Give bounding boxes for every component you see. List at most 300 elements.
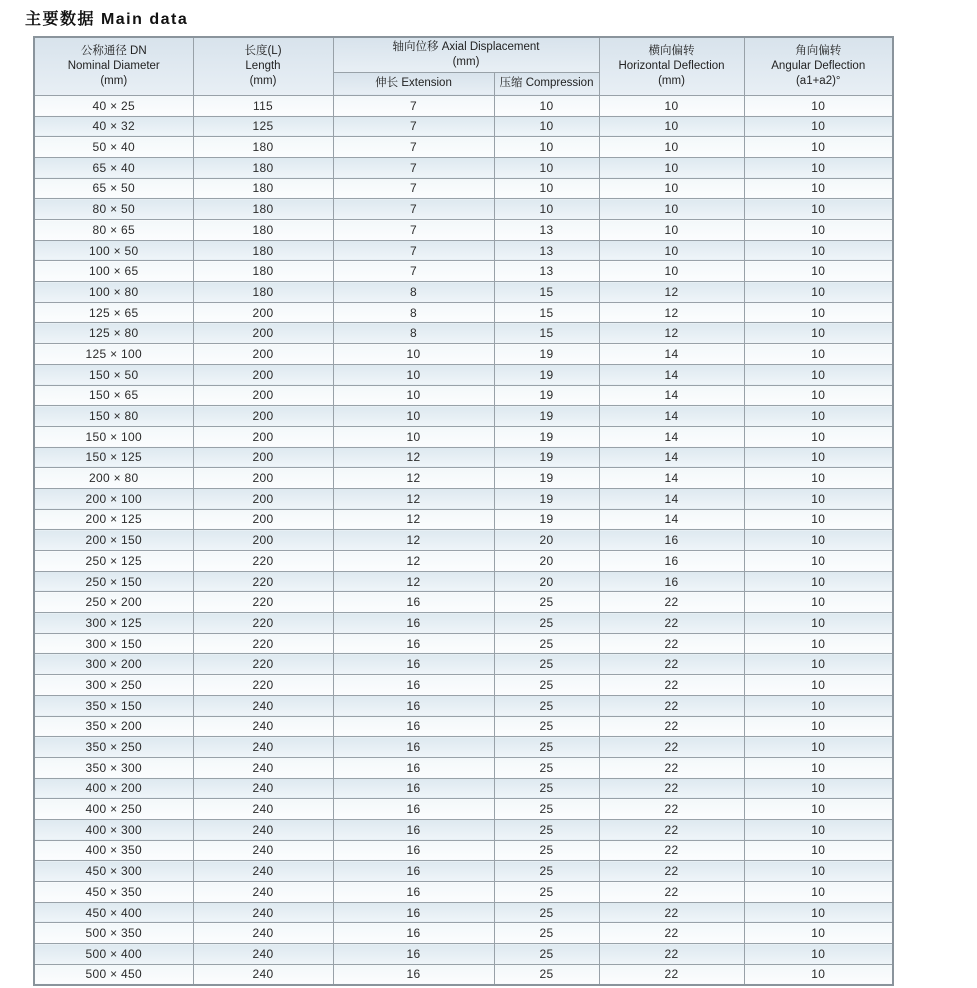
cell-length: 240 xyxy=(193,737,333,758)
cell-compression: 25 xyxy=(494,757,599,778)
cell-length: 240 xyxy=(193,840,333,861)
cell-extension: 16 xyxy=(333,675,494,696)
cell-angular-deflection: 10 xyxy=(744,778,893,799)
table-row xyxy=(34,778,893,799)
cell-angular-deflection: 10 xyxy=(744,654,893,675)
cell-horizontal-deflection: 10 xyxy=(599,137,744,158)
cell-length: 200 xyxy=(193,364,333,385)
header-length: 长度(L) Length (mm) xyxy=(193,37,333,95)
cell-horizontal-deflection: 14 xyxy=(599,447,744,468)
cell-nominal-diameter: 125 × 80 xyxy=(34,323,193,344)
cell-horizontal-deflection: 10 xyxy=(599,199,744,220)
cell-extension: 12 xyxy=(333,530,494,551)
cell-horizontal-deflection: 14 xyxy=(599,385,744,406)
table-row xyxy=(34,116,893,137)
cell-nominal-diameter: 150 × 100 xyxy=(34,426,193,447)
cell-extension: 16 xyxy=(333,944,494,965)
cell-nominal-diameter: 300 × 125 xyxy=(34,613,193,634)
cell-horizontal-deflection: 14 xyxy=(599,344,744,365)
table-row xyxy=(34,488,893,509)
cell-angular-deflection: 10 xyxy=(744,447,893,468)
cell-length: 180 xyxy=(193,220,333,241)
cell-nominal-diameter: 125 × 100 xyxy=(34,344,193,365)
cell-extension: 7 xyxy=(333,157,494,178)
table-row xyxy=(34,923,893,944)
cell-extension: 7 xyxy=(333,240,494,261)
cell-compression: 25 xyxy=(494,799,599,820)
cell-horizontal-deflection: 22 xyxy=(599,633,744,654)
cell-nominal-diameter: 300 × 150 xyxy=(34,633,193,654)
cell-extension: 12 xyxy=(333,571,494,592)
cell-compression: 20 xyxy=(494,530,599,551)
cell-compression: 25 xyxy=(494,592,599,613)
cell-horizontal-deflection: 10 xyxy=(599,220,744,241)
cell-length: 200 xyxy=(193,426,333,447)
cell-horizontal-deflection: 22 xyxy=(599,716,744,737)
table-row xyxy=(34,261,893,282)
cell-horizontal-deflection: 16 xyxy=(599,551,744,572)
table-row xyxy=(34,364,893,385)
cell-nominal-diameter: 350 × 300 xyxy=(34,757,193,778)
cell-extension: 7 xyxy=(333,178,494,199)
cell-length: 240 xyxy=(193,799,333,820)
table-row xyxy=(34,757,893,778)
cell-compression: 20 xyxy=(494,571,599,592)
cell-angular-deflection: 10 xyxy=(744,695,893,716)
cell-nominal-diameter: 80 × 50 xyxy=(34,199,193,220)
table-row xyxy=(34,282,893,303)
cell-nominal-diameter: 150 × 65 xyxy=(34,385,193,406)
table-row xyxy=(34,240,893,261)
table-header xyxy=(34,37,893,95)
cell-nominal-diameter: 450 × 300 xyxy=(34,861,193,882)
header-extension: 伸长 Extension xyxy=(333,72,494,95)
cell-nominal-diameter: 40 × 25 xyxy=(34,95,193,116)
cell-length: 200 xyxy=(193,447,333,468)
cell-compression: 25 xyxy=(494,716,599,737)
cell-extension: 16 xyxy=(333,902,494,923)
cell-angular-deflection: 10 xyxy=(744,675,893,696)
header-axial-displacement: 轴向位移 Axial Displacement (mm) xyxy=(333,37,599,72)
cell-compression: 10 xyxy=(494,116,599,137)
cell-compression: 25 xyxy=(494,675,599,696)
cell-nominal-diameter: 350 × 150 xyxy=(34,695,193,716)
cell-extension: 16 xyxy=(333,799,494,820)
cell-horizontal-deflection: 22 xyxy=(599,654,744,675)
cell-length: 240 xyxy=(193,819,333,840)
cell-nominal-diameter: 150 × 125 xyxy=(34,447,193,468)
cell-nominal-diameter: 250 × 200 xyxy=(34,592,193,613)
cell-extension: 16 xyxy=(333,840,494,861)
cell-nominal-diameter: 400 × 300 xyxy=(34,819,193,840)
cell-extension: 16 xyxy=(333,882,494,903)
table-row xyxy=(34,964,893,985)
table-row xyxy=(34,633,893,654)
cell-extension: 12 xyxy=(333,447,494,468)
cell-extension: 16 xyxy=(333,737,494,758)
cell-length: 180 xyxy=(193,261,333,282)
table-row xyxy=(34,571,893,592)
cell-horizontal-deflection: 16 xyxy=(599,530,744,551)
table-row xyxy=(34,902,893,923)
cell-angular-deflection: 10 xyxy=(744,323,893,344)
cell-length: 220 xyxy=(193,551,333,572)
cell-extension: 12 xyxy=(333,551,494,572)
cell-angular-deflection: 10 xyxy=(744,633,893,654)
cell-extension: 16 xyxy=(333,633,494,654)
cell-nominal-diameter: 450 × 400 xyxy=(34,902,193,923)
header-horizontal-deflection: 横向偏转 Horizontal Deflection (mm) xyxy=(599,37,744,95)
table-row xyxy=(34,137,893,158)
cell-compression: 19 xyxy=(494,426,599,447)
cell-length: 240 xyxy=(193,695,333,716)
cell-angular-deflection: 10 xyxy=(744,157,893,178)
table-row xyxy=(34,220,893,241)
cell-angular-deflection: 10 xyxy=(744,551,893,572)
cell-extension: 16 xyxy=(333,613,494,634)
cell-angular-deflection: 10 xyxy=(744,902,893,923)
cell-length: 180 xyxy=(193,282,333,303)
cell-nominal-diameter: 150 × 80 xyxy=(34,406,193,427)
cell-length: 240 xyxy=(193,757,333,778)
cell-horizontal-deflection: 10 xyxy=(599,178,744,199)
cell-angular-deflection: 10 xyxy=(744,282,893,303)
cell-angular-deflection: 10 xyxy=(744,468,893,489)
cell-compression: 15 xyxy=(494,282,599,303)
table-row xyxy=(34,737,893,758)
cell-horizontal-deflection: 14 xyxy=(599,364,744,385)
cell-nominal-diameter: 400 × 350 xyxy=(34,840,193,861)
cell-horizontal-deflection: 12 xyxy=(599,282,744,303)
cell-nominal-diameter: 400 × 250 xyxy=(34,799,193,820)
cell-length: 180 xyxy=(193,157,333,178)
table-row xyxy=(34,426,893,447)
cell-length: 200 xyxy=(193,406,333,427)
cell-nominal-diameter: 50 × 40 xyxy=(34,137,193,158)
cell-nominal-diameter: 450 × 350 xyxy=(34,882,193,903)
cell-nominal-diameter: 200 × 150 xyxy=(34,530,193,551)
cell-horizontal-deflection: 22 xyxy=(599,964,744,985)
cell-extension: 16 xyxy=(333,778,494,799)
cell-nominal-diameter: 350 × 250 xyxy=(34,737,193,758)
cell-length: 240 xyxy=(193,716,333,737)
cell-compression: 25 xyxy=(494,778,599,799)
cell-horizontal-deflection: 10 xyxy=(599,240,744,261)
cell-horizontal-deflection: 22 xyxy=(599,675,744,696)
cell-length: 200 xyxy=(193,385,333,406)
cell-horizontal-deflection: 22 xyxy=(599,757,744,778)
cell-angular-deflection: 10 xyxy=(744,178,893,199)
cell-nominal-diameter: 350 × 200 xyxy=(34,716,193,737)
cell-angular-deflection: 10 xyxy=(744,613,893,634)
cell-extension: 7 xyxy=(333,137,494,158)
cell-nominal-diameter: 500 × 450 xyxy=(34,964,193,985)
cell-angular-deflection: 10 xyxy=(744,799,893,820)
cell-nominal-diameter: 250 × 150 xyxy=(34,571,193,592)
cell-horizontal-deflection: 14 xyxy=(599,488,744,509)
cell-nominal-diameter: 100 × 65 xyxy=(34,261,193,282)
cell-extension: 8 xyxy=(333,323,494,344)
cell-compression: 25 xyxy=(494,695,599,716)
cell-angular-deflection: 10 xyxy=(744,840,893,861)
cell-length: 240 xyxy=(193,882,333,903)
table-row xyxy=(34,613,893,634)
cell-length: 240 xyxy=(193,902,333,923)
cell-nominal-diameter: 300 × 250 xyxy=(34,675,193,696)
cell-horizontal-deflection: 10 xyxy=(599,157,744,178)
cell-compression: 25 xyxy=(494,737,599,758)
cell-horizontal-deflection: 22 xyxy=(599,695,744,716)
cell-horizontal-deflection: 10 xyxy=(599,95,744,116)
table-row xyxy=(34,178,893,199)
cell-length: 220 xyxy=(193,654,333,675)
main-data-table xyxy=(33,36,894,986)
cell-length: 200 xyxy=(193,509,333,530)
cell-extension: 16 xyxy=(333,716,494,737)
cell-angular-deflection: 10 xyxy=(744,923,893,944)
cell-compression: 25 xyxy=(494,819,599,840)
cell-horizontal-deflection: 14 xyxy=(599,509,744,530)
cell-nominal-diameter: 200 × 100 xyxy=(34,488,193,509)
cell-compression: 15 xyxy=(494,323,599,344)
cell-horizontal-deflection: 22 xyxy=(599,944,744,965)
table-row xyxy=(34,799,893,820)
table-row xyxy=(34,551,893,572)
cell-angular-deflection: 10 xyxy=(744,737,893,758)
cell-angular-deflection: 10 xyxy=(744,116,893,137)
table-row xyxy=(34,406,893,427)
cell-extension: 16 xyxy=(333,964,494,985)
cell-extension: 7 xyxy=(333,261,494,282)
cell-length: 240 xyxy=(193,778,333,799)
cell-horizontal-deflection: 16 xyxy=(599,571,744,592)
cell-compression: 25 xyxy=(494,633,599,654)
cell-length: 200 xyxy=(193,302,333,323)
cell-angular-deflection: 10 xyxy=(744,95,893,116)
table-row xyxy=(34,695,893,716)
cell-compression: 19 xyxy=(494,406,599,427)
cell-compression: 19 xyxy=(494,468,599,489)
cell-horizontal-deflection: 12 xyxy=(599,302,744,323)
cell-horizontal-deflection: 22 xyxy=(599,902,744,923)
cell-length: 200 xyxy=(193,344,333,365)
cell-extension: 16 xyxy=(333,695,494,716)
table-row xyxy=(34,95,893,116)
cell-nominal-diameter: 65 × 50 xyxy=(34,178,193,199)
cell-length: 180 xyxy=(193,199,333,220)
cell-angular-deflection: 10 xyxy=(744,819,893,840)
table-row xyxy=(34,882,893,903)
cell-length: 240 xyxy=(193,964,333,985)
cell-compression: 25 xyxy=(494,964,599,985)
table-row xyxy=(34,199,893,220)
table-row xyxy=(34,509,893,530)
cell-length: 220 xyxy=(193,613,333,634)
cell-horizontal-deflection: 22 xyxy=(599,861,744,882)
cell-angular-deflection: 10 xyxy=(744,220,893,241)
cell-angular-deflection: 10 xyxy=(744,509,893,530)
cell-nominal-diameter: 200 × 125 xyxy=(34,509,193,530)
cell-compression: 25 xyxy=(494,944,599,965)
cell-compression: 25 xyxy=(494,840,599,861)
table-row xyxy=(34,819,893,840)
cell-angular-deflection: 10 xyxy=(744,716,893,737)
cell-compression: 25 xyxy=(494,861,599,882)
cell-angular-deflection: 10 xyxy=(744,488,893,509)
cell-length: 220 xyxy=(193,592,333,613)
cell-compression: 19 xyxy=(494,488,599,509)
cell-horizontal-deflection: 14 xyxy=(599,426,744,447)
cell-nominal-diameter: 500 × 400 xyxy=(34,944,193,965)
cell-extension: 10 xyxy=(333,406,494,427)
cell-angular-deflection: 10 xyxy=(744,882,893,903)
cell-length: 180 xyxy=(193,240,333,261)
cell-length: 240 xyxy=(193,923,333,944)
header-compression: 压缩 Compression xyxy=(494,72,599,95)
header-angular-deflection: 角向偏转 Angular Deflection (a1+a2)° xyxy=(744,37,893,95)
cell-angular-deflection: 10 xyxy=(744,944,893,965)
cell-angular-deflection: 10 xyxy=(744,426,893,447)
table-row xyxy=(34,840,893,861)
table-row xyxy=(34,654,893,675)
cell-length: 200 xyxy=(193,468,333,489)
table-row xyxy=(34,530,893,551)
cell-compression: 10 xyxy=(494,137,599,158)
cell-horizontal-deflection: 10 xyxy=(599,261,744,282)
table-row xyxy=(34,302,893,323)
cell-angular-deflection: 10 xyxy=(744,406,893,427)
table-row xyxy=(34,675,893,696)
table-row xyxy=(34,468,893,489)
cell-horizontal-deflection: 22 xyxy=(599,923,744,944)
cell-angular-deflection: 10 xyxy=(744,137,893,158)
cell-extension: 7 xyxy=(333,95,494,116)
cell-extension: 12 xyxy=(333,509,494,530)
cell-compression: 13 xyxy=(494,240,599,261)
cell-nominal-diameter: 400 × 200 xyxy=(34,778,193,799)
cell-extension: 8 xyxy=(333,302,494,323)
cell-length: 220 xyxy=(193,633,333,654)
cell-compression: 25 xyxy=(494,613,599,634)
cell-length: 115 xyxy=(193,95,333,116)
header-nominal-diameter: 公称通径 DN Nominal Diameter (mm) xyxy=(34,37,193,95)
cell-extension: 8 xyxy=(333,282,494,303)
cell-horizontal-deflection: 22 xyxy=(599,882,744,903)
table-row xyxy=(34,861,893,882)
cell-angular-deflection: 10 xyxy=(744,571,893,592)
cell-angular-deflection: 10 xyxy=(744,530,893,551)
table-row xyxy=(34,344,893,365)
cell-angular-deflection: 10 xyxy=(744,261,893,282)
cell-length: 220 xyxy=(193,571,333,592)
cell-compression: 10 xyxy=(494,157,599,178)
cell-extension: 16 xyxy=(333,592,494,613)
cell-angular-deflection: 10 xyxy=(744,385,893,406)
cell-horizontal-deflection: 14 xyxy=(599,406,744,427)
cell-length: 240 xyxy=(193,944,333,965)
cell-length: 220 xyxy=(193,675,333,696)
cell-extension: 7 xyxy=(333,220,494,241)
cell-compression: 10 xyxy=(494,95,599,116)
cell-nominal-diameter: 80 × 65 xyxy=(34,220,193,241)
cell-extension: 10 xyxy=(333,344,494,365)
cell-compression: 19 xyxy=(494,385,599,406)
cell-horizontal-deflection: 22 xyxy=(599,613,744,634)
cell-extension: 16 xyxy=(333,819,494,840)
cell-horizontal-deflection: 22 xyxy=(599,737,744,758)
cell-nominal-diameter: 125 × 65 xyxy=(34,302,193,323)
cell-length: 200 xyxy=(193,323,333,344)
cell-compression: 25 xyxy=(494,654,599,675)
table-row xyxy=(34,323,893,344)
page-title: 主要数据 Main data xyxy=(25,11,189,28)
table-body xyxy=(34,95,893,985)
cell-length: 200 xyxy=(193,530,333,551)
cell-angular-deflection: 10 xyxy=(744,344,893,365)
cell-horizontal-deflection: 22 xyxy=(599,592,744,613)
cell-extension: 12 xyxy=(333,488,494,509)
cell-compression: 20 xyxy=(494,551,599,572)
cell-angular-deflection: 10 xyxy=(744,757,893,778)
cell-compression: 13 xyxy=(494,220,599,241)
cell-compression: 19 xyxy=(494,364,599,385)
table-row xyxy=(34,592,893,613)
cell-extension: 10 xyxy=(333,426,494,447)
cell-nominal-diameter: 65 × 40 xyxy=(34,157,193,178)
cell-angular-deflection: 10 xyxy=(744,240,893,261)
cell-compression: 13 xyxy=(494,261,599,282)
cell-angular-deflection: 10 xyxy=(744,364,893,385)
cell-nominal-diameter: 500 × 350 xyxy=(34,923,193,944)
table-row xyxy=(34,385,893,406)
cell-nominal-diameter: 100 × 80 xyxy=(34,282,193,303)
cell-length: 125 xyxy=(193,116,333,137)
cell-nominal-diameter: 250 × 125 xyxy=(34,551,193,572)
cell-extension: 10 xyxy=(333,364,494,385)
cell-compression: 10 xyxy=(494,199,599,220)
cell-extension: 16 xyxy=(333,923,494,944)
cell-extension: 16 xyxy=(333,757,494,778)
cell-extension: 16 xyxy=(333,861,494,882)
table-row xyxy=(34,157,893,178)
cell-length: 180 xyxy=(193,178,333,199)
cell-angular-deflection: 10 xyxy=(744,592,893,613)
cell-horizontal-deflection: 22 xyxy=(599,840,744,861)
cell-angular-deflection: 10 xyxy=(744,199,893,220)
cell-compression: 25 xyxy=(494,882,599,903)
cell-extension: 16 xyxy=(333,654,494,675)
cell-compression: 19 xyxy=(494,509,599,530)
cell-compression: 19 xyxy=(494,447,599,468)
cell-compression: 19 xyxy=(494,344,599,365)
cell-nominal-diameter: 100 × 50 xyxy=(34,240,193,261)
cell-extension: 10 xyxy=(333,385,494,406)
cell-angular-deflection: 10 xyxy=(744,861,893,882)
cell-angular-deflection: 10 xyxy=(744,302,893,323)
cell-angular-deflection: 10 xyxy=(744,964,893,985)
cell-extension: 12 xyxy=(333,468,494,489)
table-row xyxy=(34,944,893,965)
cell-horizontal-deflection: 10 xyxy=(599,116,744,137)
cell-horizontal-deflection: 12 xyxy=(599,323,744,344)
cell-nominal-diameter: 300 × 200 xyxy=(34,654,193,675)
cell-horizontal-deflection: 22 xyxy=(599,778,744,799)
cell-extension: 7 xyxy=(333,199,494,220)
cell-compression: 25 xyxy=(494,902,599,923)
cell-length: 200 xyxy=(193,488,333,509)
cell-horizontal-deflection: 22 xyxy=(599,799,744,820)
table-row xyxy=(34,716,893,737)
